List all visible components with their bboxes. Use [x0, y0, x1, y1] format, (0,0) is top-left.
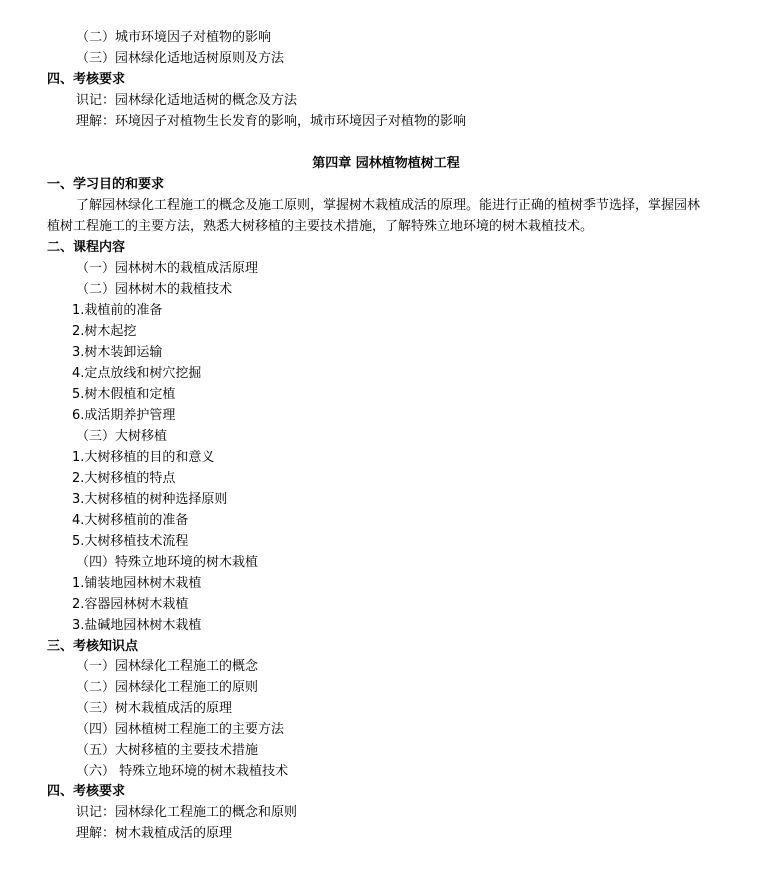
content-item: 2.容器园林树木栽植: [72, 597, 189, 612]
content-item: 1.铺装地园林树木栽植: [72, 576, 202, 591]
knowledge-heading: 三、考核知识点: [47, 639, 139, 654]
objectives-heading: 一、学习目的和要求: [47, 177, 165, 192]
understand-line: 理解：树木栽植成活的原理: [76, 826, 233, 841]
content-item: 1.栽植前的准备: [72, 303, 163, 318]
content-heading: 二、课程内容: [47, 240, 126, 255]
content-item: （三）大树移植: [76, 429, 168, 444]
content-item: 5.大树移植技术流程: [72, 534, 189, 549]
requirements-heading: 四、考核要求: [47, 784, 126, 799]
content-item: 4.大树移植前的准备: [72, 513, 189, 528]
chapter-title: 第四章 园林植物植树工程: [312, 156, 460, 171]
memorize-line: 识记：园林绿化工程施工的概念和原则: [76, 805, 298, 820]
objectives-text-line2: 植树工程施工的主要方法，熟悉大树移植的主要技术措施，了解特殊立地环境的树木栽植技术。: [47, 219, 594, 234]
content-item: 3.树木装卸运输: [72, 345, 163, 360]
knowledge-item: （二）园林绿化工程施工的原则: [76, 680, 259, 695]
prev-memorize-line: 识记：园林绿化适地适树的概念及方法: [76, 93, 298, 108]
knowledge-item: （一）园林绿化工程施工的概念: [76, 659, 259, 674]
knowledge-item: （三）树木栽植成活的原理: [76, 701, 233, 716]
content-item: （四）特殊立地环境的树木栽植: [76, 555, 259, 570]
content-item: 4.定点放线和树穴挖掘: [72, 366, 202, 381]
prev-understand-line: 理解：环境因子对植物生长发育的影响，城市环境因子对植物的影响: [76, 114, 467, 129]
knowledge-item: （四）园林植树工程施工的主要方法: [76, 722, 285, 737]
content-item: 3.大树移植的树种选择原则: [72, 492, 228, 507]
content-item: 5.树木假植和定植: [72, 387, 176, 402]
content-item: 2.树木起挖: [72, 324, 137, 339]
objectives-text-line1: 了解园林绿化工程施工的概念及施工原则，掌握树木栽植成活的原理。能进行正确的植树季节选择，掌握园林: [76, 198, 701, 213]
content-item: 6.成活期养护管理: [72, 408, 176, 423]
prev-content-item: （三）园林绿化适地适树原则及方法: [76, 51, 285, 66]
content-item: （一）园林树木的栽植成活原理: [76, 261, 259, 276]
content-item: 2.大树移植的特点: [72, 471, 176, 486]
content-item: 3.盐碱地园林树木栽植: [72, 618, 202, 633]
prev-requirements-heading: 四、考核要求: [47, 72, 126, 87]
content-item: （二）园林树木的栽植技术: [76, 282, 233, 297]
knowledge-item: （五）大树移植的主要技术措施: [76, 743, 259, 758]
content-item: 1.大树移植的目的和意义: [72, 450, 215, 465]
prev-content-item: （二）城市环境因子对植物的影响: [76, 30, 272, 45]
knowledge-item: （六） 特殊立地环境的树木栽植技术: [76, 764, 289, 779]
